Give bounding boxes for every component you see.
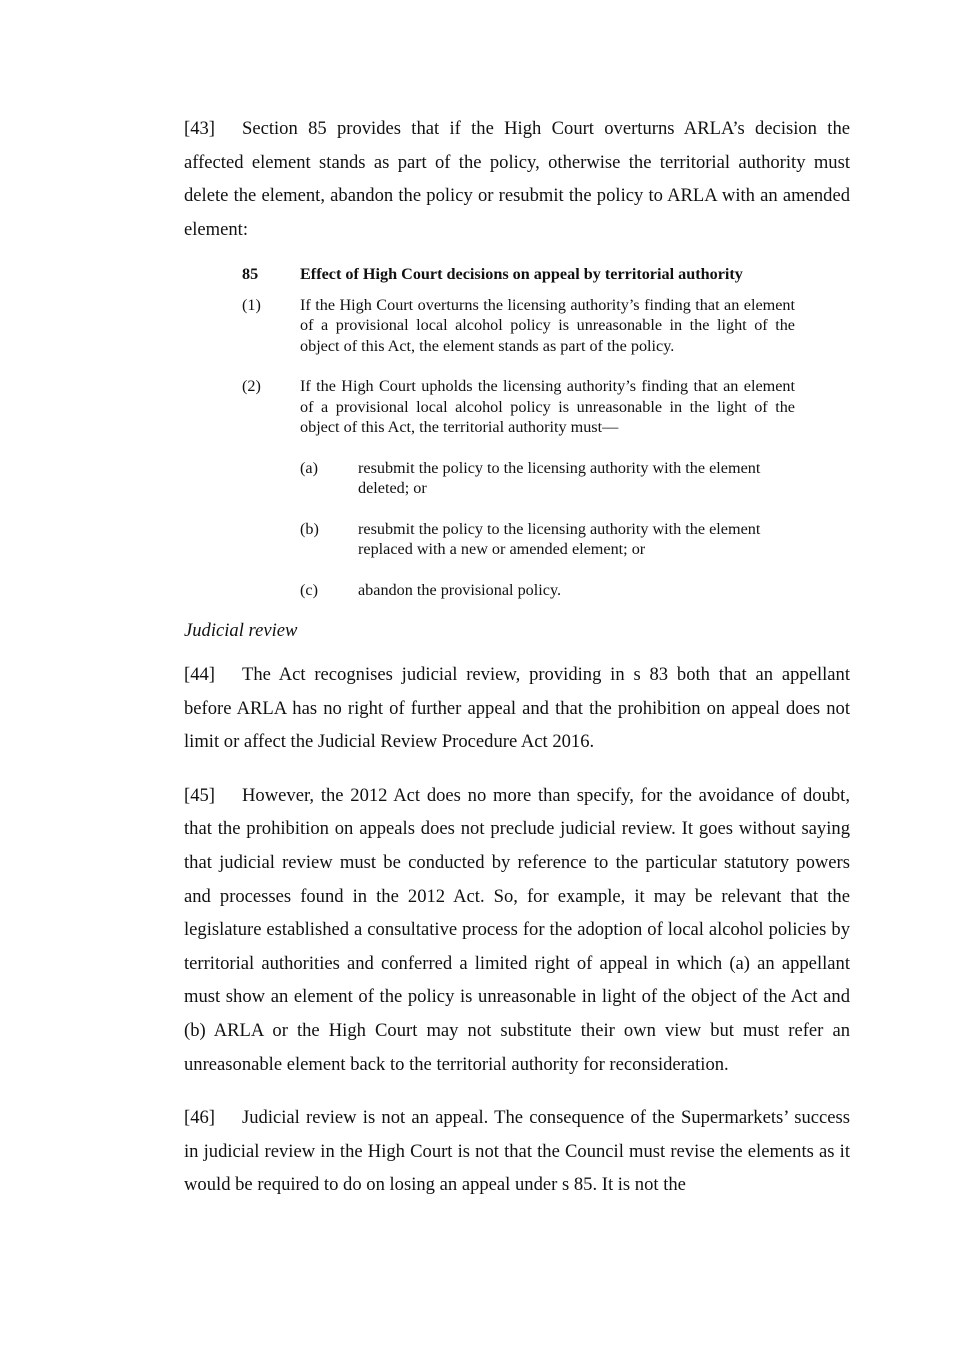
paragraph-c (300, 580, 795, 601)
section-heading (242, 264, 795, 285)
paragraph-a (300, 458, 795, 499)
paragraph-44 (184, 658, 850, 759)
paragraph-b (300, 519, 795, 560)
paragraph-number: [46] (184, 1107, 215, 1129)
item-number: (c) (300, 580, 318, 599)
paragraph-number: [44] (184, 663, 215, 685)
statute-quote (242, 264, 795, 600)
subsection-1 (242, 295, 795, 357)
subsection-text: If the High Court overturns the licensing authority’s finding that an element of a provisional local alcohol policy is unreasonable in the light of the object of this Act, the element stands as part of the policy. (300, 295, 795, 355)
document-page (184, 112, 850, 1202)
paragraph-text: The Act recognises judicial review, providing in s 83 both that an appellant before ARLA has no right of further appeal and that the prohibition on appeal does not limit or affect the Judicial Review Procedure Act 2016. (184, 663, 850, 753)
subsection-number: (2) (242, 377, 261, 396)
item-number: (a) (300, 458, 318, 477)
paragraph-text: Section 85 provides that if the High Court overturns ARLA’s decision the affected element stands as part of the policy, otherwise the territorial authority must delete the element, abandon the policy or resubmit the policy to ARLA with an amended element: (184, 118, 850, 240)
section-number: 85 (242, 265, 259, 284)
paragraph-text: However, the 2012 Act does no more than specify, for the avoidance of doubt, that the prohibition on appeals does not preclude judicial review. It goes without saying that judicial review must be conducted by reference to the particular statutory powers and processes found in the 2012 Act. So, for example, it may be relevant that the legislature established a consultative process for the adoption of local alcohol policies by territorial authorities and conferred a limited right of appeal in which (a) an appellant must show an element of the policy is unreasonable in light of the object of the Act and (b) ARLA or the High Court may not substitute their own view but must refer an unreasonable element back to the territorial authority for reconsideration. (184, 784, 850, 1075)
paragraph-number: [45] (184, 784, 215, 806)
item-text: abandon the provisional policy. (358, 580, 562, 599)
item-text: resubmit the policy to the licensing authority with the element deleted; or (358, 458, 761, 498)
subsection-2 (242, 376, 795, 438)
subsection-text: If the High Court upholds the licensing authority’s finding that an element of a provisional local alcohol policy is unreasonable in the light of the object of this Act, the territorial authority must— (300, 377, 795, 437)
subsection-number: (1) (242, 295, 261, 314)
paragraph-43 (184, 112, 850, 246)
paragraph-46 (184, 1101, 850, 1202)
item-number: (b) (300, 519, 319, 538)
section-title: Effect of High Court decisions on appeal by territorial authority (300, 265, 743, 284)
paragraph-45 (184, 779, 850, 1081)
section-heading-judicial-review: Judicial review (184, 620, 298, 642)
item-text: resubmit the policy to the licensing authority with the element replaced with a new or amended element; or (358, 519, 761, 559)
paragraph-text: Judicial review is not an appeal. The consequence of the Supermarkets’ success in judicial review in the High Court is not that the Council must revise the elements as it would be required to do on losing an appeal under s 85. It is not the (184, 1107, 850, 1196)
paragraph-number: [43] (184, 118, 215, 139)
